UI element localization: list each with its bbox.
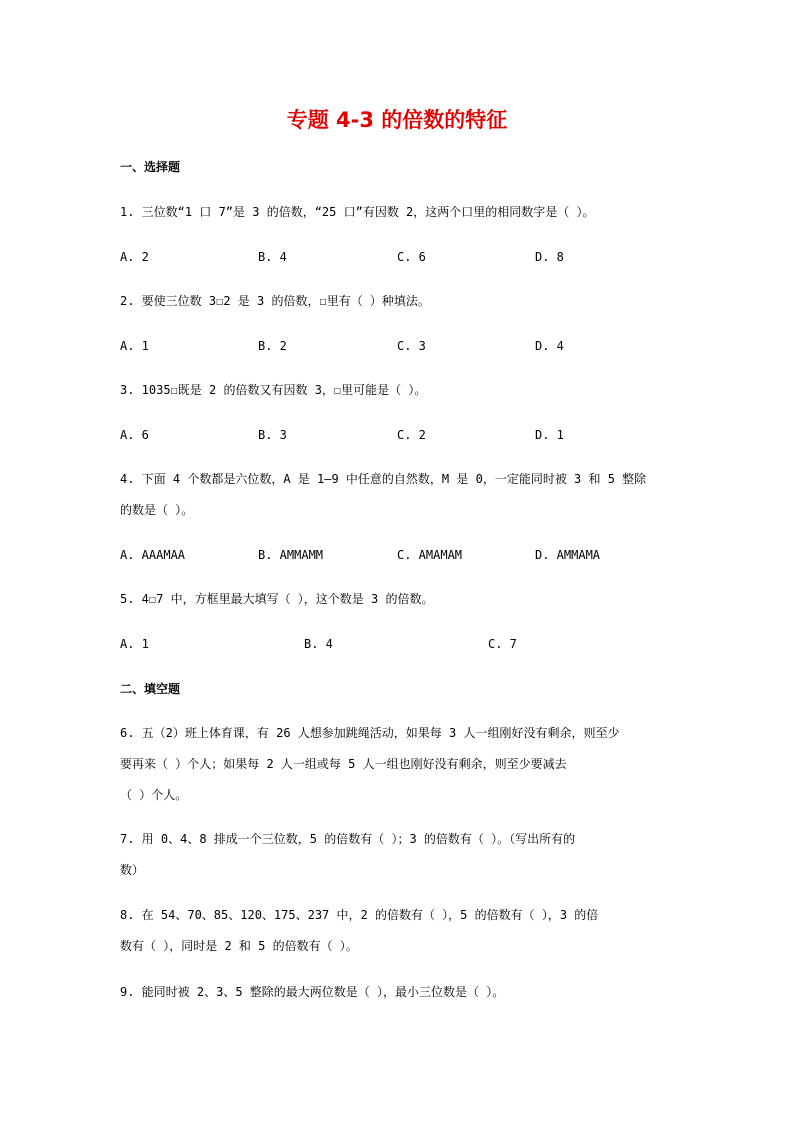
question-5: 5. 4☐7 中，方框里最大填写（ ），这个数是 3 的倍数。 [120, 592, 434, 606]
option-c: C. 7 [488, 637, 517, 651]
question-9: 9. 能同时被 2、3、5 整除的最大两位数是（ ），最小三位数是（ ）。 [120, 985, 505, 999]
page-title: 专题 4-3 的倍数的特征 [286, 108, 508, 132]
option-b: B. 3 [258, 428, 287, 442]
question-7-line-2: 数） [120, 863, 145, 877]
question-6-line-1: 6. 五（2）班上体育课，有 26 人想参加跳绳活动，如果每 3 人一组刚好没有剩余，则至少 [120, 726, 620, 740]
question-7-line-1: 7. 用 0、4、8 排成一个三位数，5 的倍数有（ ）；3 的倍数有（ ）。（写出所有的 [120, 832, 576, 846]
question-6-line-3: （ ）个人。 [120, 788, 188, 802]
option-a: A. 6 [120, 428, 149, 442]
option-d: D. 8 [535, 250, 564, 264]
option-b: B. 2 [258, 339, 287, 353]
option-d: D. 1 [535, 428, 564, 442]
option-b: B. 4 [304, 637, 333, 651]
option-a: A. 1 [120, 339, 149, 353]
question-6-line-2: 要再来（ ）个人；如果每 2 人一组或每 5 人一组也刚好没有剩余，则至少要减去 [120, 757, 567, 771]
question-1: 1. 三位数“1 口 7”是 3 的倍数，“25 口”有因数 2，这两个口里的相同数字是（ ）。 [120, 205, 595, 219]
question-4-line-1: 4. 下面 4 个数都是六位数，A 是 1—9 中任意的自然数，M 是 0，一定能同时被 3 和 5 整除 [120, 472, 647, 486]
question-4-line-2: 的数是（ ）。 [120, 503, 194, 517]
option-c: C. 3 [397, 339, 426, 353]
option-b: B. AMMAMM [258, 548, 324, 562]
option-a: A. 2 [120, 250, 149, 264]
option-d: D. 4 [535, 339, 564, 353]
section-heading-choice: 一、选择题 [120, 160, 181, 174]
option-a: A. AAAMAA [120, 548, 186, 562]
question-8-line-1: 8. 在 54、70、85、120、175、237 中，2 的倍数有（ ），5 的倍数有（ ），3 的倍 [120, 908, 599, 922]
section-heading-fill-in: 二、填空题 [120, 682, 181, 696]
question-3: 3. 1035☐既是 2 的倍数又有因数 3，☐里可能是（ ）。 [120, 383, 427, 397]
option-c: C. 2 [397, 428, 426, 442]
option-d: D. AMMAMA [535, 548, 601, 562]
question-8-line-2: 数有（ ），同时是 2 和 5 的倍数有（ ）。 [120, 939, 358, 953]
option-c: C. 6 [397, 250, 426, 264]
option-c: C. AMAMAM [397, 548, 463, 562]
question-2: 2. 要使三位数 3☐2 是 3 的倍数，☐里有（ ）种填法。 [120, 294, 430, 308]
option-b: B. 4 [258, 250, 287, 264]
option-a: A. 1 [120, 637, 149, 651]
